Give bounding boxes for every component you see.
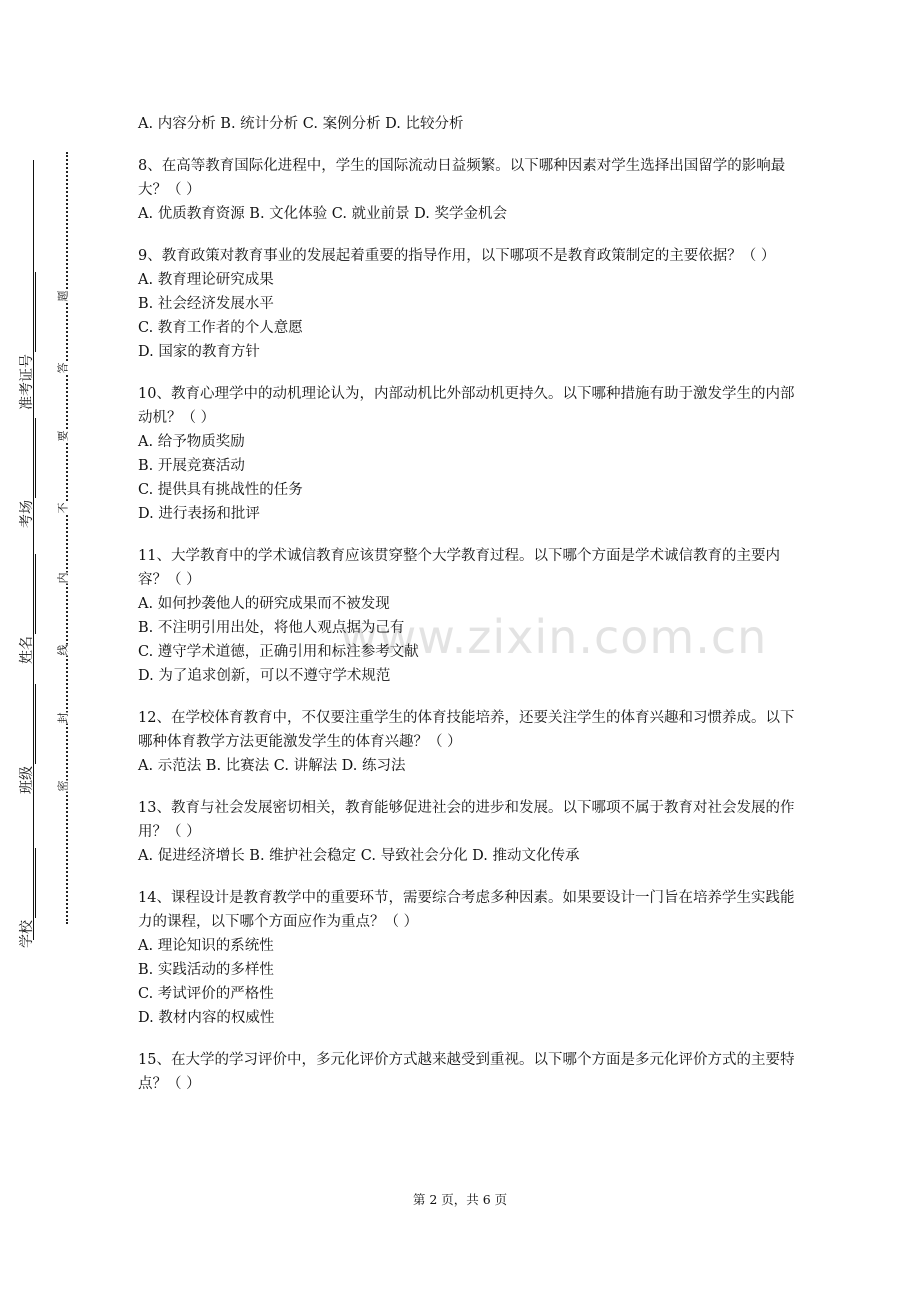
seal-char: 答 <box>56 362 70 374</box>
question-12 <box>138 706 798 778</box>
option: A. 理论知识的系统性 <box>138 938 274 954</box>
question-9 <box>138 244 798 364</box>
question-text: 13、教育与社会发展密切相关，教育能够促进社会的进步和发展。以下哪项不属于教育对社会发展的作用？（ ） <box>138 800 795 840</box>
option: C. 教育工作者的个人意愿 <box>138 320 303 336</box>
question-11 <box>138 544 798 688</box>
option: B. 不注明引用出处，将他人观点据为己有 <box>138 620 405 636</box>
field-label: 准考证号 <box>19 354 35 410</box>
seal-char: 内 <box>56 572 70 584</box>
option: A. 优质教育资源 B. 文化体验 C. 就业前景 D. 奖学金机会 <box>138 206 508 222</box>
option: B. 社会经济发展水平 <box>138 296 274 312</box>
option: A. 如何抄袭他人的研究成果而不被发现 <box>138 596 390 612</box>
option: D. 教材内容的权威性 <box>138 1010 275 1026</box>
option: A. 促进经济增长 B. 维护社会稳定 C. 导致社会分化 D. 推动文化传承 <box>138 848 580 864</box>
seal-char: 要 <box>56 430 70 442</box>
option: A. 教育理论研究成果 <box>138 272 274 288</box>
exam-content <box>138 112 798 1114</box>
question-8 <box>138 154 798 226</box>
field-blank-line <box>17 848 36 918</box>
field-label: 姓名 <box>19 636 35 664</box>
option: C. 考试评价的严格性 <box>138 986 274 1002</box>
top-options-block <box>138 112 798 136</box>
question-15 <box>138 1048 798 1096</box>
options-line: A. 内容分析 B. 统计分析 C. 案例分析 D. 比较分析 <box>138 116 464 132</box>
field-blank-line <box>17 684 36 764</box>
field-blank-line <box>17 418 36 498</box>
option: D. 国家的教育方针 <box>138 344 260 360</box>
seal-char: 线 <box>56 644 70 656</box>
option: A. 给予物质奖励 <box>138 434 245 450</box>
question-10 <box>138 382 798 526</box>
binding-dotted-line <box>66 152 68 924</box>
field-blank-line <box>17 554 36 634</box>
question-13 <box>138 796 798 868</box>
field-blank-line <box>17 272 36 352</box>
question-text: 14、课程设计是教育教学中的重要环节，需要综合考虑多种因素。如果要设计一门旨在培养学生实践能力的课程，以下哪个方面应作为重点？（ ） <box>138 890 795 930</box>
seal-char: 封 <box>56 712 70 724</box>
seal-char: 密 <box>56 780 70 792</box>
option: B. 实践活动的多样性 <box>138 962 274 978</box>
seal-char: 题 <box>56 290 70 302</box>
option: D. 进行表扬和批评 <box>138 506 260 522</box>
question-text: 15、在大学的学习评价中，多元化评价方式越来越受到重视。以下哪个方面是多元化评价方式的主要特点？（ ） <box>138 1052 795 1092</box>
seal-char: 不 <box>56 502 70 514</box>
question-text: 11、大学教育中的学术诚信教育应该贯穿整个大学教育过程。以下哪个方面是学术诚信教育的主要内容？（ ） <box>138 548 780 588</box>
field-name <box>16 554 36 664</box>
option: C. 遵守学术道德，正确引用和标注参考文献 <box>138 644 419 660</box>
question-text: 8、在高等教育国际化进程中，学生的国际流动日益频繁。以下哪种因素对学生选择出国留学的影响最大？（ ） <box>138 158 786 198</box>
option: C. 提供具有挑战性的任务 <box>138 482 303 498</box>
question-text: 10、教育心理学中的动机理论认为，内部动机比外部动机更持久。以下哪种措施有助于激发学生的内部动机？（ ） <box>138 386 795 426</box>
field-exam-room <box>16 418 36 528</box>
field-label: 班级 <box>19 766 35 794</box>
question-text: 9、教育政策对教育事业的发展起着重要的指导作用，以下哪项不是教育政策制定的主要依据？（ ） <box>138 248 776 264</box>
watermark: www.zixin.com.cn <box>340 610 768 664</box>
field-exam-number <box>16 272 36 410</box>
field-label: 考场 <box>19 500 35 528</box>
option: B. 开展竞赛活动 <box>138 458 245 474</box>
option: A. 示范法 B. 比赛法 C. 讲解法 D. 练习法 <box>138 758 406 774</box>
field-class <box>16 684 36 794</box>
option: D. 为了追求创新，可以不遵守学术规范 <box>138 668 391 684</box>
page-footer: 第 2 页，共 6 页 <box>412 1192 508 1207</box>
question-text: 12、在学校体育教育中，不仅要注重学生的体育技能培养，还要关注学生的体育兴趣和习惯养成。以下哪种体育教学方法更能激发学生的体育兴趣？（ ） <box>138 710 795 750</box>
field-label: 学校 <box>19 920 35 948</box>
question-14 <box>138 886 798 1030</box>
field-school <box>16 848 36 948</box>
